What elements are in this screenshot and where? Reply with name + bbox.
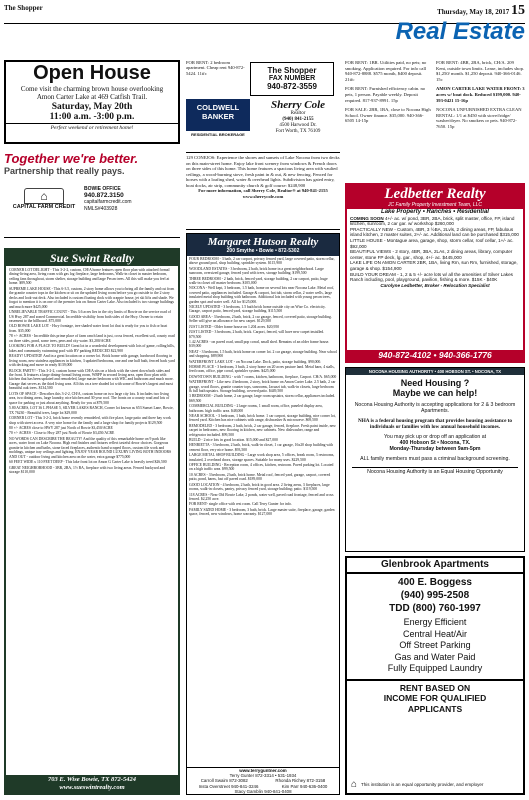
housing-p2: NHA is a federal housing program that provides housing assistance to individuals or families with low annual household incomes.	[357, 417, 512, 431]
hutson-web[interactable]: www.terryguntner.com	[239, 767, 287, 773]
listing: 60 FEET WIDE x 110 FEET DEEP - This lake front lot on Amon G Carter Lake is heavily treed $26,500	[9, 460, 167, 465]
ledbetter-sub: JC Family Property Investment Team, LLC	[387, 202, 482, 208]
glenbrook-address: 400 E. Boggess	[398, 577, 472, 588]
coming-soon: COMING SOON	[350, 215, 384, 221]
listing: COMMERCIAL BUILDING - 2 large rooms, 1 small room, office, paneled display area, bathroom. high traffic area. $48,000	[189, 404, 323, 413]
cfc-phone: 940.872.3150	[84, 191, 124, 199]
listing: BUILD - 2 nice lots in good location. $15,000 and $27,000	[189, 438, 278, 443]
listing: FOUR BEDROOM - 3 bath, 2 car carport, privacy fenced yard, large covered patio, storm cellar, above ground pool, shop building, sprinkler system. $115,900	[189, 257, 335, 266]
feature: Off Street Parking	[399, 640, 471, 650]
conejos-web[interactable]: www.sherrycole.com	[242, 193, 284, 199]
listing: NICELY UPDATED - 3 bedroom, 1.5 bath brick home outside city on Wise Co. electricity. Garage, carport patio, fenced yard, storage building. $115,500	[189, 305, 326, 314]
nocona-housing-ad	[345, 367, 525, 552]
page-number: 15	[511, 3, 525, 18]
feature: Fully Equipped Laundry	[387, 663, 483, 673]
classified-ad: FOR SALE: 2BR, 1BA, close to Nocona High School. Owner finance. $35,000. 940-366-6505 14-15p	[345, 107, 431, 124]
housing-p4: 400 Hobson St • Nocona, TX.	[399, 440, 471, 447]
ledbetter-title: Ledbetter Realty	[384, 186, 486, 202]
listing: LARGE METAL SHOP BUILDING - Large work shop area, 5 offices, break room, 3 restrooms, insulated, 2 overhead doors, storage spaces. Suitable for many uses. $229,500	[189, 453, 335, 462]
housing-p3: You may pick up or drop off an application at	[383, 433, 487, 440]
listing: GOOD LOCATION - 4 bedroom, 2 bath, brick in good area. 2 living areas, 3 fireplaces, large rooms, walk-in closets, pantry, privacy fenced yard, storage building; patio. $119,500	[189, 482, 330, 492]
cfc-office: BOWIE OFFICE	[84, 186, 121, 192]
housing-q2: Maybe we can help!	[392, 388, 478, 398]
hutson-listings	[187, 256, 339, 519]
listing: LOOKING FOR A PLACE TO BUILD? Great lot in a wonderful development with lots of game, rolling hills, lakes and community swimming pool with RV parking REDUCED $22,900	[9, 344, 175, 353]
agent: Insta Overstreet 940-841-3246	[198, 783, 259, 789]
glenbrook-phone: (940) 995-2508	[400, 590, 470, 601]
listing: NEAR SCHOOL - 3 bedroom, 1 bath, brick home. 1 car carport, storage building, nice corner lot, fenced yard. Kitchen has nice cabinets with range, dishwasher & microwave. $69,500	[189, 414, 336, 423]
sue-swint-address: 703 E. Wise Bowie, TX 872-5424	[48, 776, 136, 783]
listing: LOTS OF SPACE - Describes this 3-2-2, CH/A, custom home on two large city lots. It includes two living area, two dining areas, large laundry, nice kitchen and 30 year roof. The fronts on a county road and lots of space for parking or just about anything. Ready for you at $79,500	[9, 391, 170, 405]
classified-ad: AMON CARTER LAKE WATER FRONT: 3 acres w/ boat dock. Reduced $199,000. 940-393-0421 15-16p	[436, 86, 525, 103]
housing-bar: NOCONA HOUSING AUTHORITY • 400 HOBSON ST. • NOCONA, TX	[346, 368, 524, 375]
agent-addr2: Fort Worth, TX 76109	[275, 129, 321, 134]
cfc-site: capitalfarmcredit.com	[84, 199, 132, 205]
ledbetter-phones: 940-872-4102 • 940-366-1776	[347, 350, 523, 361]
ledbetter-listing: 4+/- ac. w/ pond, 3BR, 2BA, brick, split master, office, FP, island kitchen, sunroom, 2 car gar. w/ workshop $260,000	[350, 215, 515, 227]
barn-icon: ⌂	[24, 188, 64, 204]
listing: WATERFRONT - Like new 4 bedroom, 2 story, brick home on Amon Carter Lake. 2.5 bath, 2 car garage, wood floors, granite counter tops, sunrooms, Jacuzzi tub, walk-in closets, large bedroom & full bath upstairs. Storage building, covered patio. $449,500	[189, 380, 336, 393]
feature: Gas and Water Paid	[394, 651, 476, 662]
classified-ads-left	[345, 60, 431, 124]
listing: CORNER LOT DELIGHT - This 3-2-2, custom, CH/A home features open floor plan with attached formal dining-living area, living room with gas log fireplace, large bedrooms, Walk-in closet in master bedroom, ceiling fans throughout, storm shelter, storage building and large Pecan trees. All this will make you feel at home. $89,500	[9, 268, 170, 286]
open-house-date: Saturday, May 20th	[51, 102, 133, 112]
agent: Carroll Swaim 872-3082	[200, 778, 248, 784]
listing: JUST LISTED - 3 bedroom, 2 bath, brick. Carport, fenced, will have new carpet installed. $79,500	[189, 330, 325, 339]
listing: READY! UPDATED! And in a great location on a corner lot. Brick home with garage, hardwood flooring in living room, new stainless appliances in kitchen, 3 updated bedrooms, one and one half bath, fenced back yard with decking and move in ready $139,000	[9, 354, 175, 368]
listing: 5.80 ACRES, LOT 36 L PHASE 5, SILVER LAKES RANCH, Corner lot known as 653 Sunset Lane, Bowie, TX 76230 - Beautiful trees, large lot $29,000	[9, 406, 174, 415]
glenbrook-eq: This institution is an equal opportunity provider, and employer	[361, 782, 484, 787]
listing: OLD BOWIE LAKE LOT - Hwy frontage, tree shaded water front lot that is ready for you to fish or boat from. $35,000	[9, 324, 168, 333]
fax-label: FAX NUMBER	[268, 75, 316, 82]
conejos-listing	[186, 152, 340, 230]
open-house-time: 11:00 a.m. -3:00 p.m.	[49, 112, 135, 122]
listing: OFFICE BUILDING - Reception room, 4 offices, kitchen, restroom. Paved parking lot. Located on a high traffic area. $99,500	[189, 463, 334, 472]
listing: DOWNTOWN BUILDING - with 7 rooms, kitchen, bathroom, fireplace, Carport. CH/A. $65,000	[189, 374, 337, 379]
listing: WOODLAND ESTATES - 3 bedroom, 2 bath, brick home in a great neighborhood. Large sunroom, oversized garage, fenced yard with trees, storage building. $199,500	[189, 266, 324, 276]
agent-phone: (940) 841-2155	[282, 117, 314, 122]
conejos-contact: For more information, call Sherry Cole, Realtor® at 940-841-2155	[198, 188, 328, 193]
rent-line: INCOME FOR QUALIFIED	[383, 693, 487, 703]
listing: UNBELIEVABLE TRAFFIC COUNT - This 3.6 acres lies in the city limits of Bowie on the service road of US Hwy 287 and zoned Commercial. Incredible visibility from both sides of the Hwy. Owner to retain easement to the billboard. $75,000	[9, 310, 171, 323]
housing-p6: ALL family members must pass a criminal background screening.	[360, 455, 510, 462]
conejos-text: 129 CONEJOS: Experience the shores and sunsets of Lake Nocona from two decks on this main-street home. Enjoy lake front scenery from windows & French doors on three sides of this home. This home features a spacious living area with vaulted ceilings, a wood-burning stove, fresh paint in & out, & new fencing. Fenced for horses with a loafing shed, water & overhead lights. Subdivision has gated entry, boat docks, air strip, community church & golf course: $248,900	[186, 155, 340, 188]
listing: GREAT NEIGHBORHOOD - 3BR, 2BA, 1½ BA, fireplace with two living areas. Fenced backyard and storage $110,000	[9, 465, 166, 475]
listing: FAMILY SIZED HOME - 3 bedroom, 3 bath, brick. Large master suite, fireplace, garage, garden space, fenced, new windows, home warranty. $127,000	[189, 507, 335, 517]
sue-swint-website[interactable]: www.sueswintrealty.com	[59, 784, 125, 791]
fax-number-box	[250, 62, 334, 96]
rent-line: APPLICANTS	[407, 703, 463, 714]
listing: BLOCK PARTY! - This 3-2-2, custom home with CH/A sits on a block with the street down both sides and the front. It features a large dining-formal living room, WBFP in second living area, open floor plan with kitchen that has been updated and remodeled, large master bedroom with WIC and bathroom and much more. Garage that serves as the third living area. All this on a tree shaded lot with some of Bowie's largest and most beautiful oak trees. $134,500	[9, 368, 174, 391]
capital-farm-credit-ad	[4, 152, 180, 238]
listing: REMODELED - 3 bedroom, 2 bath, brick, 2 car garage, fenced, fireplace. Fresh paint inside, new carpet in bedrooms, new flooring in kitchen, new cabinets. New dishwasher, range and refrigerator included. $99,500	[189, 423, 336, 437]
listing: 3 BEDROOM - 2 bath home, 2 car garage, large room upstairs, storm cellar, appliances included. $69,500	[189, 394, 336, 403]
ledbetter-listing: LAKE LIFE ON AMON CARTER 2BR, 1BA, living Rm, sun Rm, furnished, storage, garage & shop. $154,900	[350, 260, 518, 271]
listing: HORSE PLACE - 3 bedroom, 3 bath, 2 story home on 20 acres pasture land. Metal barn, 4 stalls, feed room, office, pipe corral, sprinkler system. $425,000	[189, 364, 335, 374]
ledbetter-agents: Carolyne Ledbetter, Broker - Relocation Specialist	[380, 282, 490, 288]
agent: Stacy Gamblin 940-841-0408	[234, 788, 292, 794]
cfc-nmls: NMLS#403928	[84, 205, 118, 212]
together-title: Together we're better.	[4, 152, 139, 166]
open-house-ad	[4, 60, 180, 144]
sue-swint-title: Sue Swint Realty	[6, 250, 178, 266]
sue-swint-realty-ad	[4, 248, 180, 795]
listing: 70 +/- ACRES - Close to Hwy 287 just North of Bowie $3,450/ACRE	[9, 431, 115, 436]
open-house-footer: Perfect weekend or retirement home!	[6, 123, 178, 131]
housing-p1: Nocona Housing Authority is accepting applications for 2 & 3 bedroom Apartments.	[354, 402, 516, 415]
agent-role: Realtor	[290, 111, 306, 116]
listing: JUST LISTED - Older frame house on 1.204 acres. $20,950	[189, 324, 280, 329]
agent-name: Sherry Cole	[270, 99, 326, 111]
listing: NOCONA - Well kept, 3 bedroom, 1.5 bath, home on several lots near Nocona Lake. Metal roof, covered patio, appliances included. Garage & carport, hot tub, storm cellar, 2 water wells, large insulated metal shop building with bathroom. Additional lots included with young pecan trees, garden spot and water well. All for $125,000.	[189, 286, 335, 304]
equal-housing-icon: ⌂	[351, 779, 358, 790]
open-house-title: Open House	[33, 62, 151, 84]
classified-ads-right	[436, 60, 525, 130]
ledbetter-listing: BUILD YOUR DREAM - 1, 2 & 5 +/- acre lots w/ all the amenities of Silver Lakes Ranch including, pool, playground, pavilion, fishing & more. $15K - $40K	[350, 271, 513, 283]
housing-p5: Monday-Thursday between 9am-5pm	[389, 446, 481, 453]
classified-ad: FOR RENT: Furnished efficiency cabin. no pets, 1 person. Payable weekly. Deposit required. 817-937-8991. 15p	[345, 86, 426, 103]
section-title: Real Estate	[395, 18, 525, 45]
listing: NEAT - 3 bedroom, 1.5 bath, brick home on corner lot. 2 car garage, storage building. Near school and shopping. $89,900	[189, 349, 337, 359]
publication-name: The Shopper	[4, 4, 43, 12]
feature: Energy Efficient	[403, 617, 467, 627]
glenbrook-title: Glenbrook Apartments	[347, 558, 523, 574]
listing: 10 ACRES - 3 bedroom, 2 bath, brick home. Metal roof, fenced yard, garage, carport, covered patio, pond, barns, fast off paved road. $189,000	[189, 472, 331, 482]
ledbetter-listing: LITTLE HOUSE - Montague area, garage, shop, storm cellar, roof cellar, 1+/- ac. $92,000	[350, 237, 514, 249]
housing-p7: Nocona Housing Authority is an Equal Housing Opportunity	[352, 467, 518, 475]
ledbetter-listing: BEAUTIFUL VIEWS - 2 story, 4BR, 3BA, 2LAs, 2 dining areas, library, computer center, stone FP deck, lg. gar., shop, 4+/- ac. $445,000	[350, 249, 513, 260]
sue-swint-listings	[6, 266, 178, 477]
listing: THREE BEDROOM - 2 bath, brick, fenced yard, storage building, 2 car carport, patio, huge walk-in closet off master bedroom. $105,000	[189, 276, 328, 286]
classified-ad: NOCONA UNFURNISHED EXTRA CLEAN RENTAL: 1/1 at $450 with stove/fridge/ washer/dryer. No smokers or pets. 940-872-7650. 15p	[436, 107, 522, 129]
agent: Kim Parr 940-636-0400	[281, 783, 328, 789]
classified-ad: FOR RENT: 1BR. Utilities paid, no pets; no smoking. Application required. For info call 940-872-8888. $575 month, $400 deposit. 21tfc	[345, 60, 427, 82]
listing: WATERFRONT LAKE LOT - on Nocona Lake. Dock, patio, storage building. $90,000.	[189, 359, 322, 364]
glenbrook-apartments-ad	[345, 556, 525, 795]
listing: CORNER LOT - This 3-2-2, brick home recently remodeled, with fire place, large patio and three bay work shop with street access. A very nice home for the family and a large shop for family projects $129,500	[9, 416, 171, 425]
listing: 118 ACRES - Near Old Bowie Lake, 2 ponds, water well, paved road frontage, fenced and cross fenced. $2,250 acre.	[189, 492, 334, 501]
fax-title: The Shopper	[267, 66, 317, 75]
listing: 78 +/- ACRES - Incredible this prime place of farm ranch land is just, cross fenced, excellent soil, county road on three sides, pond, some trees, pens and city water. $3,200/ACRE	[9, 334, 175, 343]
issue-date: Thursday, May 18, 2017	[437, 8, 510, 16]
housing-q1: Need Housing ?	[400, 378, 470, 388]
listing: SUPREME LAKE HOUSE - This 6-3.5, custom, 2 story home allows you to bring all the family and cut from the granite counter tops in the kitchen or sit on the updated living room before you go outside to the 2 story decks and look-out deck. Also included is custom floating dock with crappie house, jet ski lifts and shade. We forgot to mention it is on one of the premier lots on Amon Carter Lake. Also included is two storage buildings and much more $425,000	[9, 286, 175, 309]
feature: Central Heat/Air	[402, 628, 468, 639]
cfc-brand: CAPITAL FARM CREDIT	[12, 204, 76, 210]
hutson-agents: Terry Gunter 872-3314 • 531-1934	[229, 773, 297, 779]
coldwell-banker-ad	[186, 99, 340, 149]
hutson-title: Margaret Hutson Realty	[207, 236, 319, 248]
open-house-text: Come visit the charming brown house overlooking Amon Carter Lake at 469 Catfish Trail.	[20, 85, 164, 101]
listing: HENRIETTA - 3 bedroom, 2 bath, brick, walk-in closet, 1 car garage, 16x20 shop building with cement floor, very nice home. $93,500	[189, 443, 334, 452]
agent-addr1: 4500 Harwood Dr.	[279, 123, 317, 128]
hutson-sub: 200 Smythe • Bowie • 872-5302	[226, 248, 300, 254]
listing: 80 +/- ACRES close to HWY 287 just North of Bowie $3,450/ACRE	[9, 425, 113, 430]
listing: 1.42 ACRES - on paved road, small pop corral, small shed. Remains of an older frame house. $39,000	[189, 339, 330, 349]
rent-line: RENT BASED ON	[399, 682, 471, 693]
listing: NO WORDS CAN DESCRIBE THE BEAUTY! And the quality of this remarkable home on 9 park like acres, water front on Lake Nocona. High end finishes and fixtures reflect tasteful decor choices. Gorgeous granite in kitchen and baths, stone faced fireplaces, authentic hand scraped floors, custom tile work and moldings, unique tray ceilings and lighting. ENJOY YEAR ROUND LUXURY LIVING BOTH INDOORS AND OUT - outdoor living and kitchen area on the water, extra garage $775,000	[9, 436, 172, 459]
ledbetter-tag: Lake Property • Ranches • Residential	[381, 209, 489, 215]
fax-number: 940-872-3559	[267, 82, 317, 91]
ledbetter-listing: PRACTICALLY NEW - Custom, 4BR, 3 ½BA, 2Lvls, 2 dining areas, FP, fabulous island kitchen, 2 master suites, 2+/- ac. Additional land can be purchased $315,000	[350, 226, 519, 238]
margaret-hutson-realty-ad	[186, 233, 340, 795]
together-sub: Partnership that really pays.	[4, 166, 125, 176]
glenbrook-tdd: TDD (800) 760-1997	[389, 603, 481, 614]
agent: Rhonda Richey 872-3158	[275, 778, 326, 784]
classified-ad: FOR RENT: 4BR, 2BA, brick, CH/A. 209 Kent, outside town limits. Lease, includes shop. $1,250/ month. $1,250 deposit. 940-366-0146. 15c	[436, 60, 525, 82]
listing: GOOD AREA - 3 bedroom, 2 bath, brick, 2 car garage, fenced, covered patio, storage building. Seller will give an allowance for new carpet. $129,500	[189, 314, 332, 324]
classified-apartment: FOR RENT: 2 bedroom apartment. Cheap rent 940-872-5424. 11tfc	[186, 60, 245, 76]
coldwell-sub: RESIDENTIAL BROKERAGE	[191, 132, 245, 137]
ledbetter-realty-ad	[345, 183, 525, 363]
listing: FOR RENT- single office with rest room. Call Terry Gunter for info.	[189, 502, 292, 507]
coldwell-logo: COLDWELL BANKER	[186, 99, 250, 131]
